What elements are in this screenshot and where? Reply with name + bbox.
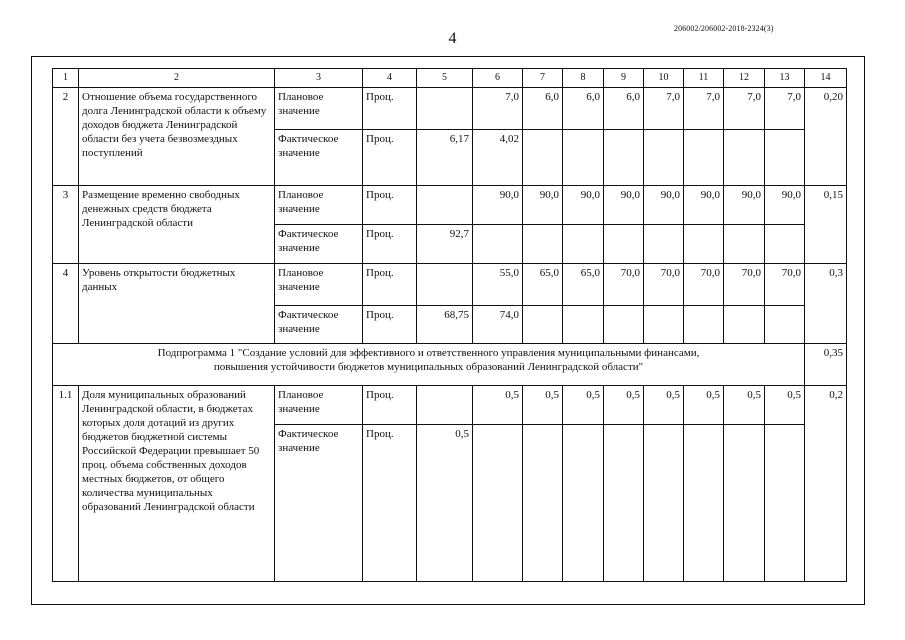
year-value: 70,0 [765, 264, 805, 306]
year-value [473, 225, 523, 264]
year-value: 7,0 [724, 88, 765, 130]
year-value [684, 225, 724, 264]
year-value: 7,0 [473, 88, 523, 130]
year-value [523, 130, 563, 186]
value-type: Плановое значение [275, 386, 363, 425]
base-value [417, 88, 473, 130]
base-value: 68,75 [417, 306, 473, 344]
year-value [724, 306, 765, 344]
indicator-name: Отношение объема государственного долга Ленинградской области к объему доходов бюджета Ленинградской области без учета безвозмездных поступлений [79, 88, 275, 186]
weight-value: 0,2 [805, 386, 847, 582]
year-value [684, 425, 724, 582]
page-number: 4 [448, 30, 457, 47]
year-value: 0,5 [684, 386, 724, 425]
year-value [644, 306, 684, 344]
unit: Проц. [363, 225, 417, 264]
unit: Проц. [363, 425, 417, 582]
value-type: Плановое значение [275, 186, 363, 225]
year-value [563, 306, 604, 344]
unit: Проц. [363, 264, 417, 306]
weight-value: 0,15 [805, 186, 847, 264]
weight-value: 0,20 [805, 88, 847, 186]
year-value [684, 306, 724, 344]
column-number-row [53, 69, 847, 88]
year-value [563, 425, 604, 582]
year-value: 90,0 [765, 186, 805, 225]
indicator-name: Размещение временно свободных денежных средств бюджета Ленинградской области [79, 186, 275, 264]
year-value: 0,5 [563, 386, 604, 425]
base-value [417, 386, 473, 425]
year-value [644, 425, 684, 582]
indicator-name: Уровень открытости бюджетных данных [79, 264, 275, 344]
row-index: 1.1 [53, 386, 79, 582]
year-value [523, 425, 563, 582]
year-value: 7,0 [684, 88, 724, 130]
table-row [53, 186, 847, 225]
year-value: 65,0 [563, 264, 604, 306]
year-value [724, 425, 765, 582]
year-value: 90,0 [644, 186, 684, 225]
subprogram-row [53, 344, 847, 386]
value-type: Фактическое значение [275, 130, 363, 186]
col-header: 4 [363, 69, 417, 88]
year-value: 90,0 [684, 186, 724, 225]
year-value [604, 225, 644, 264]
year-value: 65,0 [523, 264, 563, 306]
year-value [684, 130, 724, 186]
base-value [417, 264, 473, 306]
col-header: 8 [563, 69, 604, 88]
base-value: 0,5 [417, 425, 473, 582]
year-value: 74,0 [473, 306, 523, 344]
base-value [417, 186, 473, 225]
unit: Проц. [363, 386, 417, 425]
year-value [563, 130, 604, 186]
year-value [724, 225, 765, 264]
year-value: 70,0 [604, 264, 644, 306]
table-row [53, 264, 847, 306]
table-row [53, 386, 847, 425]
col-header: 1 [53, 69, 79, 88]
col-header: 9 [604, 69, 644, 88]
col-header: 3 [275, 69, 363, 88]
year-value: 70,0 [724, 264, 765, 306]
year-value: 6,0 [523, 88, 563, 130]
year-value: 70,0 [684, 264, 724, 306]
year-value [523, 306, 563, 344]
year-value [604, 425, 644, 582]
year-value: 0,5 [523, 386, 563, 425]
year-value [644, 225, 684, 264]
year-value [604, 306, 644, 344]
year-value: 0,5 [644, 386, 684, 425]
year-value: 4,02 [473, 130, 523, 186]
subprogram-title [53, 344, 805, 386]
col-header: 14 [805, 69, 847, 88]
unit: Проц. [363, 306, 417, 344]
value-type: Фактическое значение [275, 425, 363, 582]
year-value [765, 225, 805, 264]
unit: Проц. [363, 186, 417, 225]
value-type: Плановое значение [275, 88, 363, 130]
base-value: 6,17 [417, 130, 473, 186]
year-value: 90,0 [523, 186, 563, 225]
base-value: 92,7 [417, 225, 473, 264]
year-value [765, 425, 805, 582]
col-header: 2 [79, 69, 275, 88]
year-value: 7,0 [765, 88, 805, 130]
unit: Проц. [363, 130, 417, 186]
year-value [604, 130, 644, 186]
year-value [523, 225, 563, 264]
row-index: 2 [53, 88, 79, 186]
year-value: 90,0 [563, 186, 604, 225]
col-header: 12 [724, 69, 765, 88]
year-value: 0,5 [473, 386, 523, 425]
row-index: 3 [53, 186, 79, 264]
indicator-name: Доля муниципальных образований Ленинградской области, в бюджетах которых доля дотаций из других бюджетов бюджетной системы Российской Федерации превышает 50 проц. объема собственных доходов местных бюджетов, от общего количества муниципальных образований Ленинградской области [79, 386, 275, 582]
col-header: 10 [644, 69, 684, 88]
row-index: 4 [53, 264, 79, 344]
year-value: 70,0 [644, 264, 684, 306]
indicators-table [52, 68, 847, 582]
col-header: 11 [684, 69, 724, 88]
weight-value: 0,35 [805, 344, 847, 386]
year-value: 90,0 [604, 186, 644, 225]
year-value [765, 130, 805, 186]
year-value: 6,0 [563, 88, 604, 130]
year-value [644, 130, 684, 186]
year-value: 6,0 [604, 88, 644, 130]
col-header: 5 [417, 69, 473, 88]
table-row [53, 88, 847, 130]
col-header: 13 [765, 69, 805, 88]
subprogram-title-line: повышения устойчивости бюджетов муниципальных образований Ленинградской области" [213, 361, 644, 373]
value-type: Фактическое значение [275, 306, 363, 344]
col-header: 7 [523, 69, 563, 88]
unit: Проц. [363, 88, 417, 130]
weight-value: 0,3 [805, 264, 847, 344]
year-value [563, 225, 604, 264]
value-type: Плановое значение [275, 264, 363, 306]
year-value: 0,5 [724, 386, 765, 425]
col-header: 6 [473, 69, 523, 88]
year-value: 7,0 [644, 88, 684, 130]
year-value: 55,0 [473, 264, 523, 306]
subprogram-title-line: Подпрограмма 1 "Создание условий для эффективного и ответственного управления муниципальными финансами, [157, 347, 700, 359]
year-value: 0,5 [765, 386, 805, 425]
year-value: 90,0 [724, 186, 765, 225]
year-value: 90,0 [473, 186, 523, 225]
year-value [724, 130, 765, 186]
year-value [473, 425, 523, 582]
document-code: 206002/206002-2018-2324(3) [674, 24, 774, 33]
year-value [765, 306, 805, 344]
value-type: Фактическое значение [275, 225, 363, 264]
year-value: 0,5 [604, 386, 644, 425]
